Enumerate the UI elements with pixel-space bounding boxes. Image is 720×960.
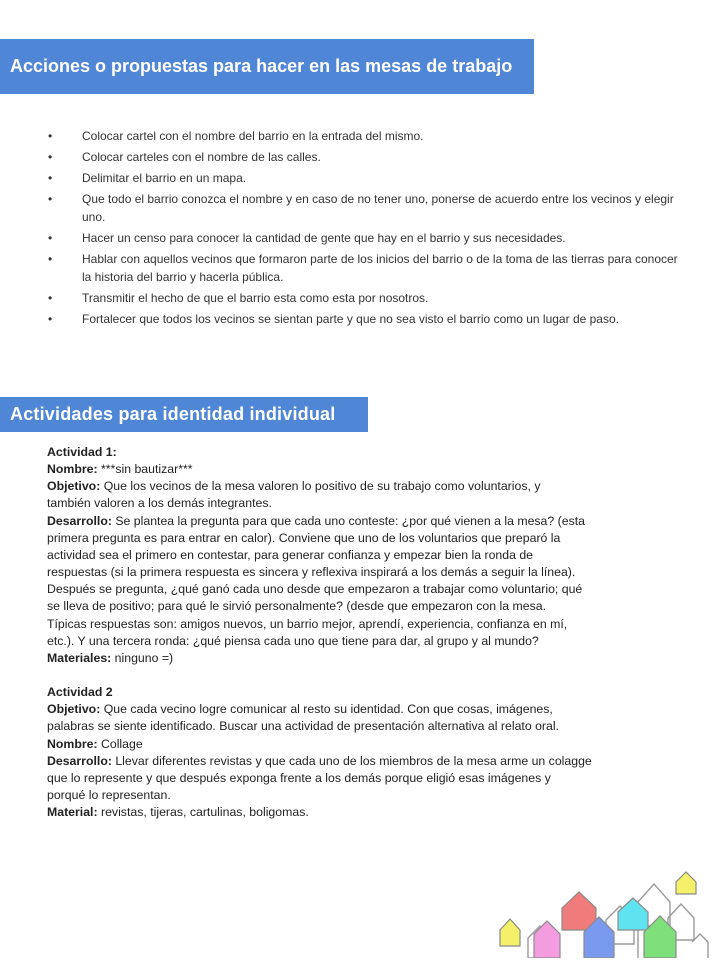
field-label: Material: [47,805,98,820]
list-item: • Colocar cartel con el nombre del barrio en la entrada del mismo. [48,127,678,145]
text-line: Que cada vecino logre comunicar al resto su identidad. Con que cosas, imágenes, [100,702,553,717]
house-pink [534,921,560,958]
section-title: Actividades para identidad individual [10,404,336,424]
list-item: • Hablar con aquellos vecinos que formaron parte de los inicios del barrio o de la toma de las tierras para conocer la historia del barrio y hacerla pública. [48,250,678,286]
text-line: actividad sea el primero en contestar, para generar confianza y empezar bien la ronda de [47,547,534,562]
field-label: Desarrollo: [47,513,112,528]
text-line: también valoren a los demás integrantes. [47,496,272,511]
activity-heading: Actividad 2 [47,685,113,700]
text-line: palabras se siente identificado. Buscar una actividad de presentación alternativa al relato oral. [47,719,559,734]
house-yellow-small [500,919,520,946]
section-title: Acciones o propuestas para hacer en las mesas de trabajo [10,56,513,76]
text-line: primera pregunta es para entrar en calor). Conviene que uno de los voluntarios que preparó la [47,530,561,545]
activities-body [47,444,647,821]
field-value: ***sin bautizar*** [97,462,193,477]
proposals-list [48,127,678,331]
list-item: • Delimitar el barrio en un mapa. [48,169,678,187]
colored-houses [500,872,696,958]
field-value: ninguno =) [111,650,174,665]
list-item: • Hacer un censo para conocer la cantidad de gente que hay en el barrio y sus necesidades. [48,229,678,247]
text-line: Que los vecinos de la mesa valoren lo positivo de su trabajo como voluntarios, y [100,479,541,494]
house-cyan [618,898,648,930]
list-item: • Que todo el barrio conozca el nombre y en caso de no tener uno, ponerse de acuerdo entre los vecinos y elegir uno. [48,190,678,226]
text-line: que lo represente y que después exponga frente a los demás porque eligió esas imágenes y [47,770,551,785]
house-green [644,916,676,958]
list-item: • Transmitir el hecho de que el barrio esta como esta por nosotros. [48,289,678,307]
field-value: Collage [97,736,143,751]
text-line: Llevar diferentes revistas y que cada uno de los miembros de la mesa arme un colagge [111,753,592,768]
activity-heading: Actividad 1: [47,445,117,459]
text-line: Típicas respuestas son: amigos nuevos, un barrio mejor, aprendí, experiencia, confianza en mí, [47,616,568,631]
section-banner-acciones [0,39,534,94]
field-label: Nombre: [47,462,98,477]
text-line: se lleva de positivo; para qué le sirvió personalmente? (desde que empezaron con la mesa. [47,599,546,614]
list-item: • Colocar carteles con el nombre de las calles. [48,148,678,166]
text-line: Se plantea la pregunta para que cada uno conteste: ¿por qué vienen a la mesa? (esta [111,513,585,528]
text-line: Después se pregunta, ¿qué ganó cada uno desde que empezaron a trabajar como voluntario; qué [47,582,583,597]
field-label: Objetivo: [47,479,101,494]
text-line: porqué lo representan. [47,787,171,802]
text-line: respuestas (si la primera respuesta es sincera y reflexiva inspirará a los demás a seguir la línea). [47,565,576,580]
field-value: revistas, tijeras, cartulinas, boligomas. [97,805,309,820]
field-label: Desarrollo: [47,753,112,768]
field-label: Objetivo: [47,702,101,717]
field-label: Materiales: [47,650,112,665]
text-line: etc.). Y una tercera ronda: ¿qué piensa cada uno que tiene para dar, al grupo y al mundo? [47,633,539,648]
section-banner-actividades [0,397,368,432]
houses-illustration [488,868,713,958]
list-item: • Fortalecer que todos los vecinos se sientan parte y que no sea visto el barrio como un lugar de paso. [48,310,678,328]
house-yellow-top [676,872,696,894]
field-label: Nombre: [47,736,98,751]
